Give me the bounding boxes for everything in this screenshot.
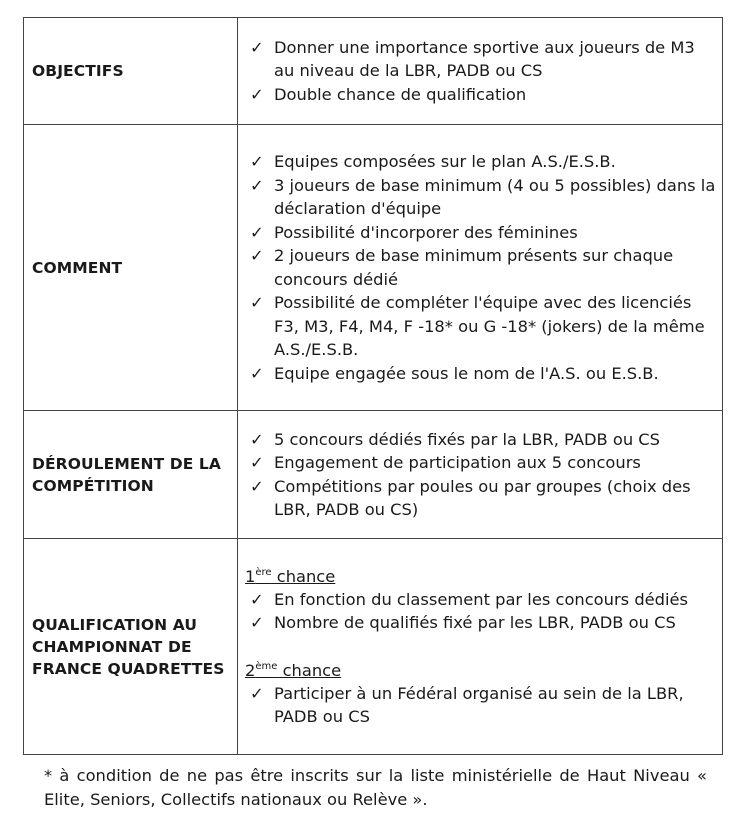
row-content [238, 125, 723, 411]
list-item: ✓ 2 joueurs de base minimum présents sur chaque concours dédié [250, 246, 674, 289]
check-list [248, 150, 716, 385]
checkmark-icon: ✓ [250, 152, 264, 171]
row-comment [24, 125, 723, 411]
checkmark-icon: ✓ [250, 222, 264, 242]
row-label: QUALIFICATION AU CHAMPIONNAT DE FRANCE QUADRETTES [24, 539, 238, 755]
footnote: * à condition de ne pas être inscrits sur la liste ministérielle de Haut Niveau « Elite, Seniors, Collectifs nationaux ou Relève ». [44, 766, 707, 809]
row-label: DÉROULEMENT DE LA COMPÉTITION [24, 411, 238, 539]
row-label: COMMENT [24, 125, 238, 411]
checkmark-icon: ✓ [250, 246, 264, 265]
list-item: ✓ 3 joueurs de base minimum (4 ou 5 possibles) dans la déclaration d'équipe [250, 175, 716, 218]
checkmark-icon: ✓ [250, 37, 264, 57]
competition-table [23, 17, 723, 755]
checkmark-icon: ✓ [250, 175, 264, 195]
row-content [238, 411, 723, 539]
list-item: ✓ Participer à un Fédéral organisé au sein de la LBR, PADB ou CS [250, 683, 684, 726]
list-item: ✓ Donner une importance sportive aux joueurs de M3 au niveau de la LBR, PADB ou CS [250, 37, 695, 81]
checkmark-icon: ✓ [250, 453, 264, 472]
checkmark-icon: ✓ [250, 293, 264, 312]
check-list [248, 428, 716, 522]
list-item: ✓ En fonction du classement par les concours dédiés [248, 588, 716, 612]
checkmark-icon: ✓ [250, 613, 264, 632]
list-item: ✓ Possibilité de compléter l'équipe avec des licenciés F3, M3, F4, M4, F -18* ou G -18* (jokers) de la même A.S./E.S.B. [250, 293, 705, 359]
list-item: ✓ Equipe engagée sous le nom de l'A.S. ou E.S.B. [248, 362, 716, 386]
row-qualification [24, 539, 723, 755]
list-item: ✓ Double chance de qualification [248, 83, 716, 107]
list-item: ✓ Engagement de participation aux 5 concours [248, 451, 716, 475]
row-content [238, 18, 723, 125]
checkmark-icon: ✓ [250, 84, 264, 104]
row-objectifs [24, 18, 723, 125]
row-deroulement [24, 411, 723, 539]
checkmark-icon: ✓ [250, 683, 264, 703]
check-list [248, 36, 716, 107]
list-item: ✓ Possibilité d'incorporer des féminines [248, 221, 716, 245]
chance-heading: 2ème chance [245, 660, 342, 680]
list-item: ✓ 5 concours dédiés fixés par la LBR, PADB ou CS [248, 428, 716, 452]
list-item: ✓ Equipes composées sur le plan A.S./E.S.B. [248, 150, 716, 174]
checkmark-icon: ✓ [250, 363, 264, 383]
list-item: ✓ Compétitions par poules ou par groupes (choix des LBR, PADB ou CS) [250, 476, 691, 519]
list-item: ✓ Nombre de qualifiés fixé par les LBR, PADB ou CS [248, 611, 716, 635]
checkmark-icon: ✓ [250, 589, 264, 609]
row-label: OBJECTIFS [24, 18, 238, 125]
checkmark-icon: ✓ [250, 429, 264, 449]
row-content [238, 539, 723, 755]
check-list [248, 682, 716, 729]
check-list [248, 588, 716, 635]
checkmark-icon: ✓ [250, 476, 264, 496]
chance-heading: 1ère chance [245, 566, 336, 586]
